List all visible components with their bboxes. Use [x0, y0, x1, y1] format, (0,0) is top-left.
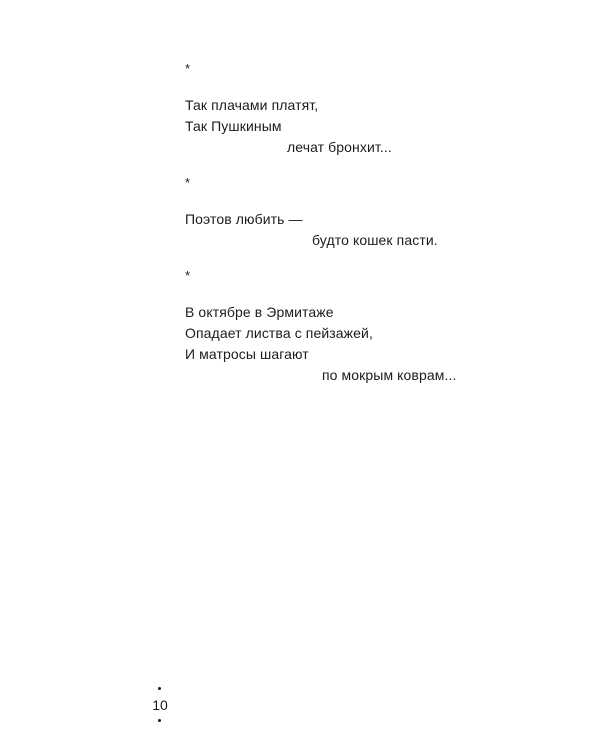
page-footer — [148, 687, 172, 727]
poem-line: Поэтов любить — — [185, 211, 303, 227]
footer-dot-bottom — [158, 719, 161, 722]
poem-line: В октябре в Эрмитаже — [185, 304, 334, 320]
footer-dot-top — [158, 687, 161, 690]
page-number: 10 — [152, 697, 168, 713]
stanza-separator-star: * — [185, 61, 191, 76]
poem-line: Так плачами платят, — [185, 97, 319, 113]
stanza-separator-star: * — [185, 268, 191, 283]
poem-line: Опадает листва с пейзажей, — [185, 325, 373, 341]
poem-line: по мокрым коврам... — [322, 367, 457, 383]
poem-line: будто кошек пасти. — [312, 232, 438, 248]
stanza-separator-star: * — [185, 175, 191, 190]
poem-line: И матросы шагают — [185, 346, 309, 362]
poem-line: Так Пушкиным — [185, 118, 282, 134]
poem-line: лечат бронхит... — [287, 139, 392, 155]
